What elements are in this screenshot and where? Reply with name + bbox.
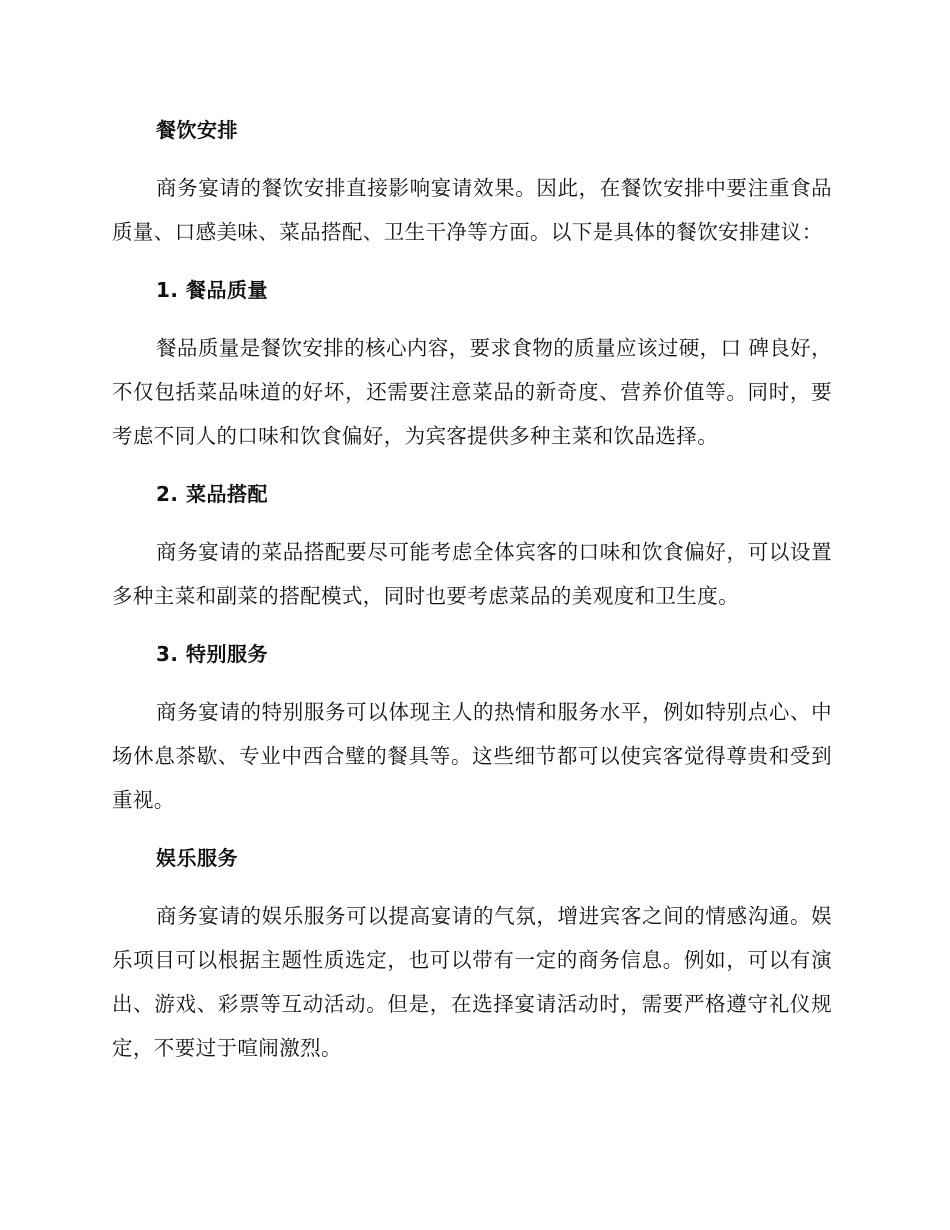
document-page: [112, 112, 832, 1088]
section-heading-food-quality: 1. 餐品质量: [156, 278, 268, 302]
section-paragraph-catering: 商务宴请的餐饮安排直接影响宴请效果。因此，在餐饮安排中要注重食品质量、口感美味、菜品搭配、卫生干净等方面。以下是具体的餐饮安排建议：: [112, 176, 832, 244]
section-heading-dish-pairing: 2. 菜品搭配: [156, 482, 268, 506]
section-paragraph-entertainment: 商务宴请的娱乐服务可以提高宴请的气氛，增进宾客之间的情感沟通。娱乐项目可以根据主题性质选定，也可以带有一定的商务信息。例如，可以有演出、游戏、彩票等互动活动。但是，在选择宴请活动时，需要严格遵守礼仪规定，不要过于喧闹激烈。: [112, 904, 832, 1060]
section-heading-special-service: 3. 特别服务: [156, 642, 268, 666]
section-paragraph-dish-pairing: 商务宴请的菜品搭配要尽可能考虑全体宾客的口味和饮食偏好，可以设置多种主菜和副菜的搭配模式，同时也要考虑菜品的美观度和卫生度。: [112, 540, 832, 608]
section-paragraph-food-quality: 餐品质量是餐饮安排的核心内容，要求食物的质量应该过硬，口 碑良好，不仅包括菜品味道的好坏，还需要注意菜品的新奇度、营养价值等。同时，要考虑不同人的口味和饮食偏好，为宾客提供多种主菜和饮品选择。: [112, 336, 832, 448]
section-heading-entertainment: 娱乐服务: [156, 846, 238, 870]
section-heading-catering: 餐饮安排: [156, 118, 238, 142]
section-paragraph-special-service: 商务宴请的特别服务可以体现主人的热情和服务水平，例如特别点心、中场休息茶歇、专业中西合璧的餐具等。这些细节都可以使宾客觉得尊贵和受到重视。: [112, 700, 832, 812]
